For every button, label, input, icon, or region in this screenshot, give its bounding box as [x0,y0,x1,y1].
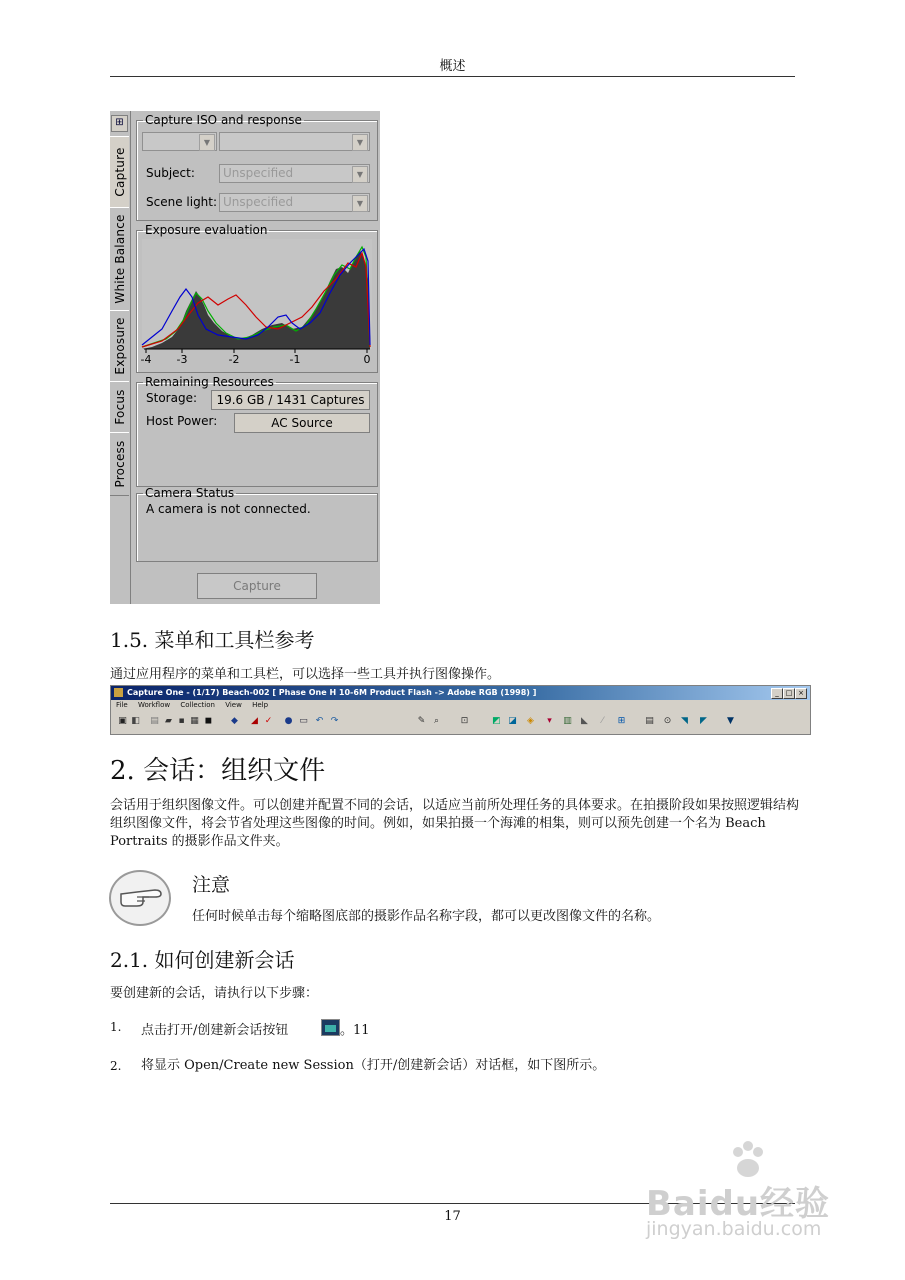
exposure-legend: Exposure evaluation [145,223,268,237]
step-1-suffix: 。11 [340,1023,370,1038]
output-icon[interactable]: ◼ [204,716,213,726]
histogram-tick-label: -4 [140,353,152,366]
chevron-down-icon: ▼ [352,195,368,212]
app-title: Capture One - (1/17) Beach-002 [ Phase One H 10-6M Product Flash -> Adobe RGB (1998) ] [127,688,537,697]
capture-panel-screenshot [110,111,380,604]
queue-icon[interactable]: ◤ [700,716,707,726]
subject-label: Subject: [146,166,195,180]
chevron-down-icon: ▼ [199,134,215,151]
step-1-text: 点击打开/创建新会话按钮 [141,1023,289,1038]
panel-tab-strip [110,111,131,604]
white-balance-icon[interactable]: ◩ [492,716,501,726]
storage-value: 19.6 GB / 1431 Captures [211,390,370,410]
host-power-label: Host Power: [146,414,218,428]
section-2-1-heading: 2.1. 如何创建新会话 [110,948,295,972]
chevron-down-icon: ▼ [352,134,368,151]
menu-workflow[interactable]: Workflow [137,701,171,709]
watermark-url: jingyan.baidu.com [646,1218,822,1240]
batch-icon[interactable]: ▤ [645,716,654,726]
subject-combo[interactable] [219,164,370,183]
grid-tool-icon[interactable]: ▥ [563,716,572,726]
page-header-title: 概述 [439,59,466,74]
step-2-text: 将显示 Open/Create new Session（打开/创建新会话）对话框，如下图所示。 [141,1058,606,1073]
eyedropper-icon[interactable]: ✎ [417,716,426,726]
import-icon[interactable]: ◧ [131,716,140,726]
section-1-5-heading: 1.5. 菜单和工具栏参考 [110,628,315,652]
open-session-button-icon[interactable] [321,1019,340,1036]
paw-icon [726,1140,770,1180]
export-icon[interactable]: ▼ [727,716,734,726]
header-rule [110,76,795,77]
tab-capture[interactable] [110,136,129,208]
print-icon[interactable]: ▦ [190,716,199,726]
camera-status-legend: Camera Status [145,486,235,500]
save-icon[interactable]: ▪ [178,716,185,726]
histogram-tick-label: -1 [289,353,301,366]
tab-exposure-label: Exposure [112,317,127,375]
response-combo[interactable] [219,132,370,151]
iso-response-legend: Capture ISO and response [145,113,302,127]
chevron-down-icon: ▼ [352,166,368,183]
undo-icon[interactable]: ↶ [315,716,324,726]
scene-light-combo[interactable] [219,193,370,212]
section-2-paragraph: 会话用于组织图像文件。可以创建并配置不同的会话，以适应当前所处理任务的具体要求。在拍摄阶段如果按照逻辑结构组织图像文件，将会节省处理这些图像的时间。例如，如果拍摄一个海滩的相集，则可以预先创建一个名为 Beach Portraits 的摄影作品文件夹。 [110,798,800,849]
maximize-button[interactable]: □ [783,688,795,699]
app-toolbar [111,713,810,733]
iso-combo[interactable] [142,132,217,151]
page-number: 17 [444,1209,461,1224]
panel-toggle-icon[interactable]: ⊞ [111,115,128,132]
note-pointing-hand-icon [109,870,171,926]
tab-capture-label: Capture [112,147,127,197]
histogram-tick-label: -3 [176,353,188,366]
subject-value: Unspecified [223,166,294,180]
redo-icon[interactable]: ↷ [330,716,339,726]
tab-process-label: Process [112,440,127,488]
capture-button[interactable]: Capture [197,573,317,599]
camera-icon[interactable]: ▣ [118,716,127,726]
histogram-tick-label: 0 [363,353,371,366]
minimize-button[interactable]: _ [771,688,783,699]
section-1-5-intro: 通过应用程序的菜单和工具栏，可以选择一些工具并执行图像操作。 [110,667,501,682]
tab-white-balance[interactable] [110,207,129,311]
menu-help[interactable]: Help [252,701,269,709]
menu-collection[interactable]: Collection [180,701,215,709]
app-logo-icon [114,688,123,697]
note-title: 注意 [192,874,231,896]
fullscreen-icon[interactable]: ▭ [299,716,308,726]
brush-icon[interactable]: ⁄ [601,716,604,726]
tab-focus-label: Focus [112,389,127,425]
settings-icon[interactable]: ⊙ [663,716,672,726]
app-window-screenshot [110,685,811,735]
zoom-icon[interactable]: ⌕ [433,716,440,726]
guides-icon[interactable]: ⊞ [617,716,626,726]
app-menubar [111,700,271,711]
camera-status-group [136,486,378,562]
host-power-value: AC Source [234,413,370,433]
levels-icon[interactable]: ▾ [547,716,552,726]
resources-legend: Remaining Resources [145,375,274,389]
section-2-heading: 2. 会话：组织文件 [110,756,326,786]
camera-status-message: A camera is not connected. [146,502,311,516]
copy-icon[interactable]: ▤ [150,716,159,726]
baidu-watermark [640,1140,860,1280]
histogram-tick-label: -2 [228,353,240,366]
crop-icon[interactable]: ⊡ [460,716,469,726]
menu-view[interactable]: View [225,701,242,709]
color-tool-icon[interactable]: ◈ [527,716,534,726]
storage-label: Storage: [146,391,197,405]
watermark-brand: Baidu经验 [646,1184,831,1224]
info-icon[interactable]: ● [284,716,293,726]
step-2-number: 2. [110,1059,122,1073]
note-text: 任何时候单击每个缩略图底部的摄影作品名称字段，都可以更改图像文件的名称。 [192,909,661,924]
process-icon[interactable]: ◥ [681,716,688,726]
filter-icon[interactable]: ◆ [231,716,238,726]
histogram-axis [141,349,371,366]
tab-focus[interactable] [110,381,129,433]
scene-light-value: Unspecified [223,195,294,209]
curves-icon[interactable]: ◣ [581,716,588,726]
close-button[interactable]: × [795,688,807,699]
menu-file[interactable]: File [116,701,128,709]
tab-white-balance-label: White Balance [112,214,127,304]
section-2-1-intro: 要创建新的会话，请执行以下步骤： [110,986,319,1001]
scene-light-label: Scene light: [146,195,218,209]
exposure-histogram [142,239,372,365]
tab-exposure[interactable] [110,310,129,382]
tab-process[interactable] [110,432,129,496]
folder-open-icon[interactable]: ▰ [165,716,172,726]
checkmark-icon[interactable]: ✓ [264,716,273,726]
exposure-tool-icon[interactable]: ◪ [508,716,517,726]
rotate-icon[interactable]: ◢ [251,716,258,726]
step-1-number: 1. [110,1020,122,1034]
